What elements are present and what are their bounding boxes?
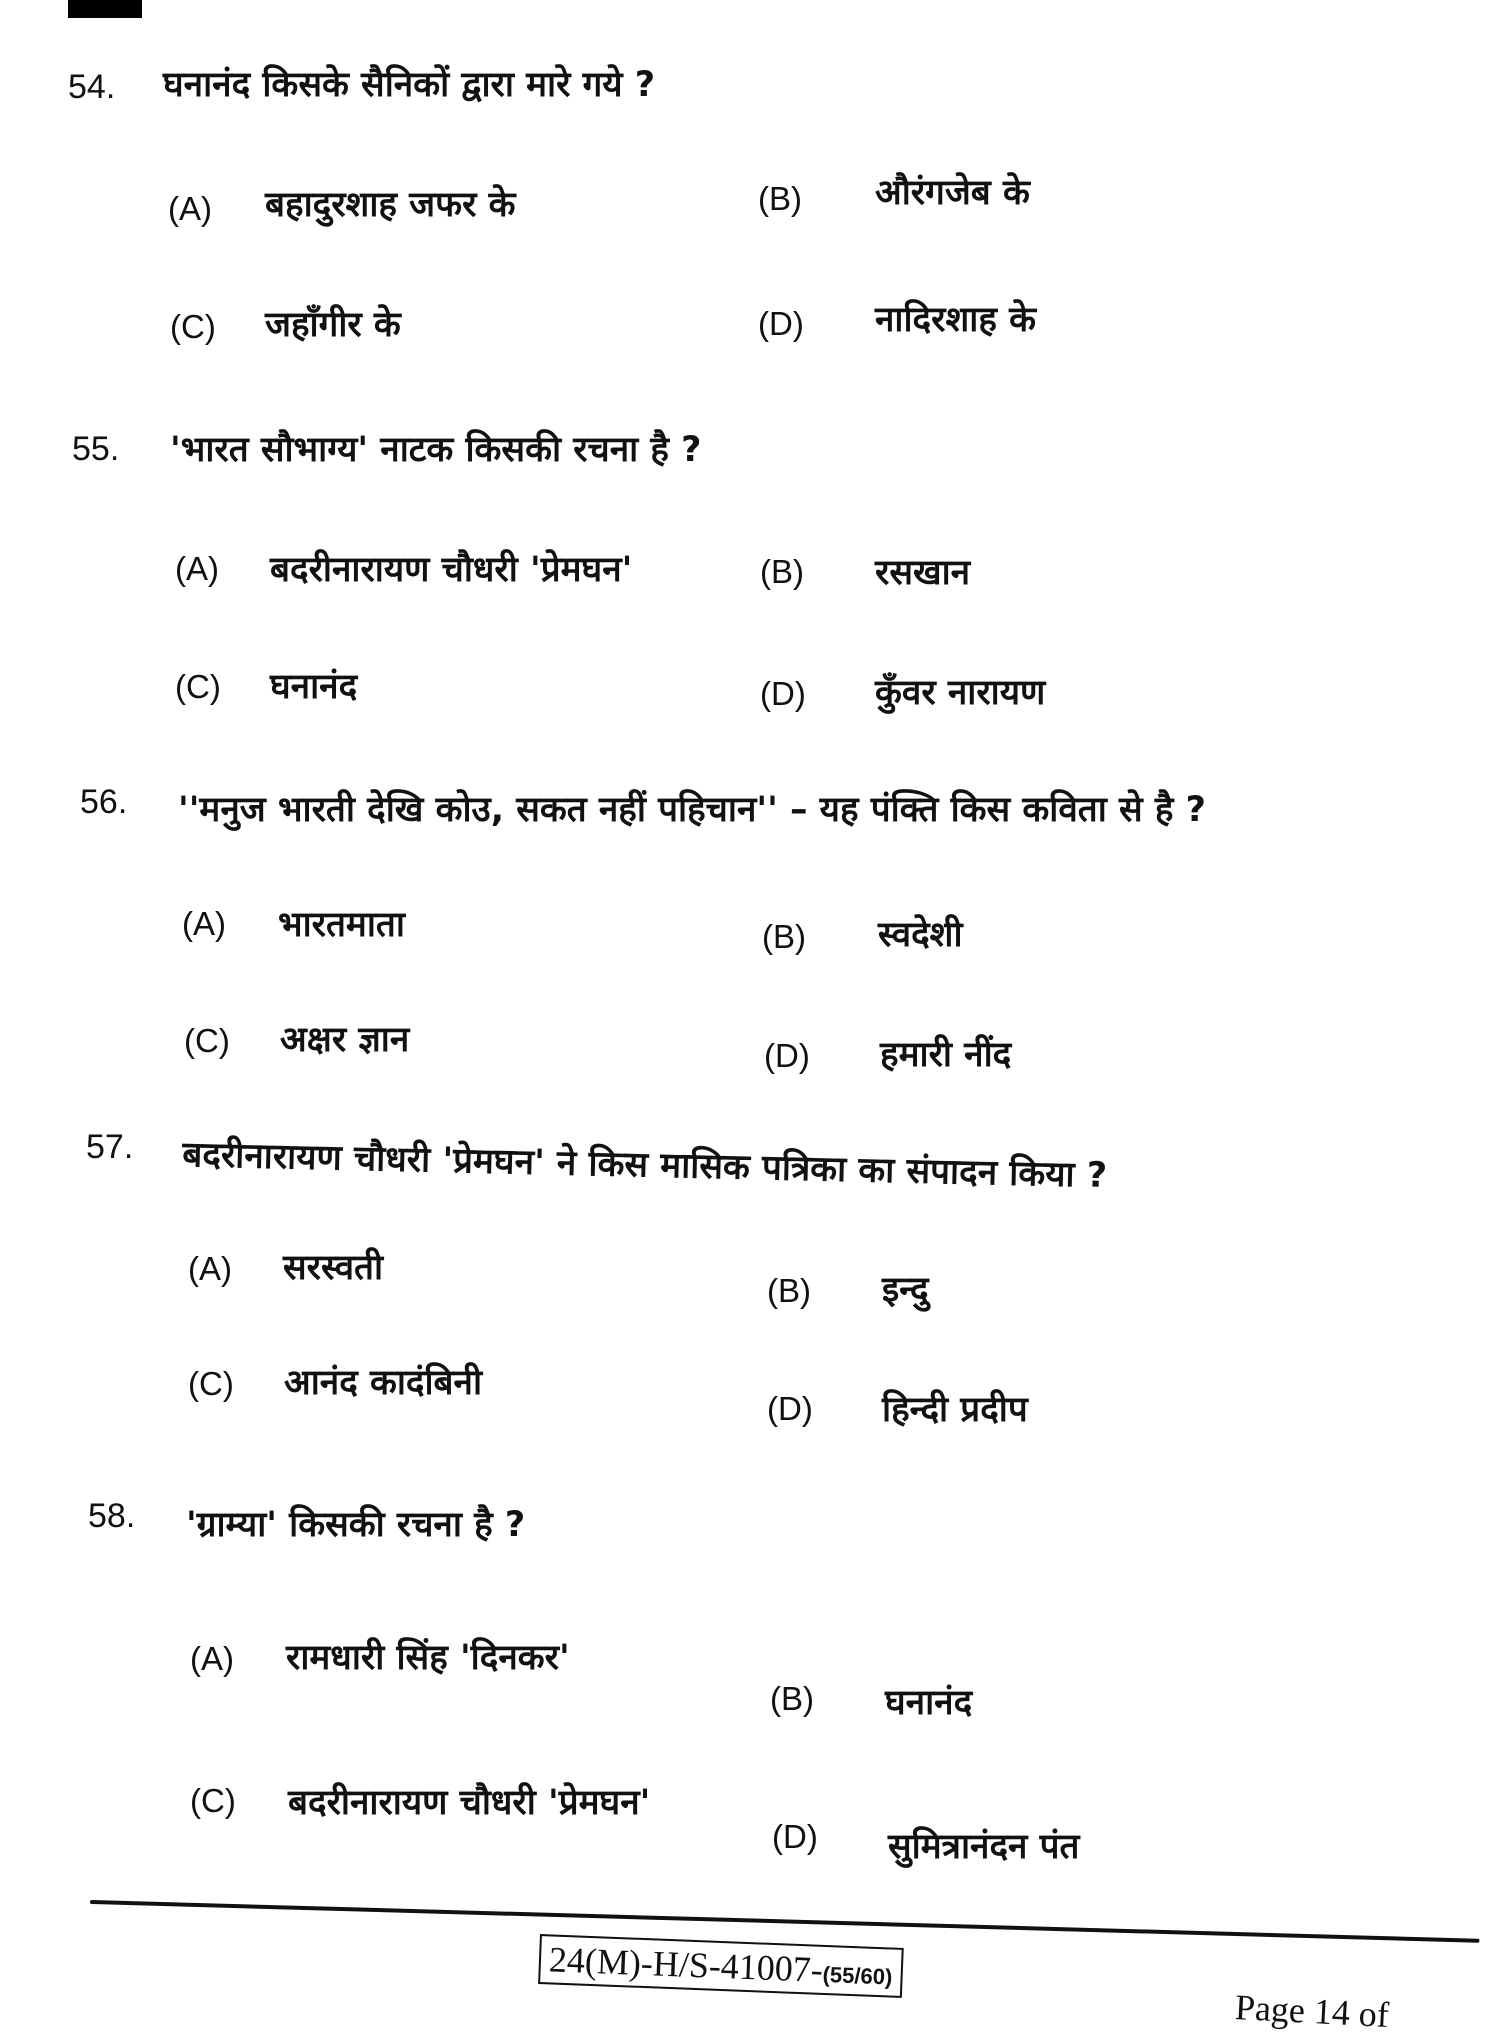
option-a: बहादुरशाह जफर के bbox=[265, 185, 516, 225]
option-b: रसखान bbox=[875, 553, 971, 593]
footer-divider bbox=[90, 1900, 1480, 1943]
question-number: 58. bbox=[88, 1497, 136, 1535]
option-b: घनानंद bbox=[885, 1683, 973, 1723]
option-c: आनंद कादंबिनी bbox=[284, 1363, 483, 1403]
page-number: Page 14 of bbox=[1234, 1986, 1390, 2036]
option-label: (D) bbox=[760, 675, 806, 712]
option-label: (D) bbox=[772, 1818, 818, 1855]
option-d: नादिरशाह के bbox=[875, 300, 1036, 340]
option-d: हमारी नींद bbox=[880, 1035, 1012, 1075]
option-label: (A) bbox=[182, 905, 226, 942]
option-c: जहाँगीर के bbox=[265, 305, 401, 345]
option-d: हिन्दी प्रदीप bbox=[882, 1390, 1028, 1430]
option-label: (B) bbox=[758, 180, 802, 217]
option-c: बदरीनारायण चौधरी 'प्रेमघन' bbox=[288, 1783, 651, 1823]
question-text: 'ग्राम्या' किसकी रचना है ? bbox=[186, 1505, 526, 1545]
paper-code: 24(M)-H/S-41007- bbox=[548, 1939, 824, 1990]
question-number: 56. bbox=[80, 783, 128, 821]
question-number: 55. bbox=[72, 430, 120, 468]
question-number: 57. bbox=[86, 1128, 134, 1166]
option-c: अक्षर ज्ञान bbox=[280, 1020, 410, 1060]
option-b: इन्दु bbox=[882, 1270, 929, 1310]
option-label: (D) bbox=[758, 305, 804, 342]
option-label: (C) bbox=[190, 1782, 236, 1819]
option-b: औरंगजेब के bbox=[875, 173, 1030, 213]
option-label: (C) bbox=[184, 1022, 230, 1059]
option-d: कुँवर नारायण bbox=[875, 673, 1046, 713]
question-text: ''मनुज भारती देखि कोउ, सकत नहीं पहिचान'' – यह पंक्ति किस कविता से है ? bbox=[178, 790, 1206, 830]
option-d: सुमित्रानंदन पंत bbox=[888, 1827, 1080, 1867]
paper-code-suffix: (55/60) bbox=[822, 1961, 893, 1990]
option-c: घनानंद bbox=[270, 667, 358, 707]
option-a: रामधारी सिंह 'दिनकर' bbox=[286, 1638, 570, 1678]
option-label: (A) bbox=[188, 1250, 232, 1287]
option-label: (B) bbox=[762, 918, 806, 955]
option-label: (C) bbox=[175, 668, 221, 705]
option-label: (C) bbox=[170, 308, 216, 345]
option-label: (D) bbox=[767, 1390, 813, 1427]
option-a: भारतमाता bbox=[278, 905, 405, 945]
option-a: सरस्वती bbox=[283, 1248, 384, 1288]
option-label: (B) bbox=[767, 1272, 811, 1309]
option-label: (A) bbox=[190, 1640, 234, 1677]
option-label: (A) bbox=[175, 550, 219, 587]
question-number: 54. bbox=[68, 68, 116, 106]
option-a: बदरीनारायण चौधरी 'प्रेमघन' bbox=[270, 550, 633, 590]
option-label: (C) bbox=[188, 1365, 234, 1402]
question-text: बदरीनारायण चौधरी 'प्रेमघन' ने किस मासिक पत्रिका का संपादन किया ? bbox=[181, 1134, 1108, 1196]
option-label: (D) bbox=[764, 1037, 810, 1074]
page-top-tab-mark bbox=[68, 0, 142, 18]
paper-code-box bbox=[538, 1934, 903, 1998]
option-b: स्वदेशी bbox=[878, 915, 963, 955]
question-text: घनानंद किसके सैनिकों द्वारा मारे गये ? bbox=[163, 65, 656, 105]
option-label: (A) bbox=[168, 190, 212, 227]
question-text: 'भारत सौभाग्य' नाटक किसकी रचना है ? bbox=[170, 430, 702, 470]
option-label: (B) bbox=[760, 553, 804, 590]
option-label: (B) bbox=[770, 1680, 814, 1717]
